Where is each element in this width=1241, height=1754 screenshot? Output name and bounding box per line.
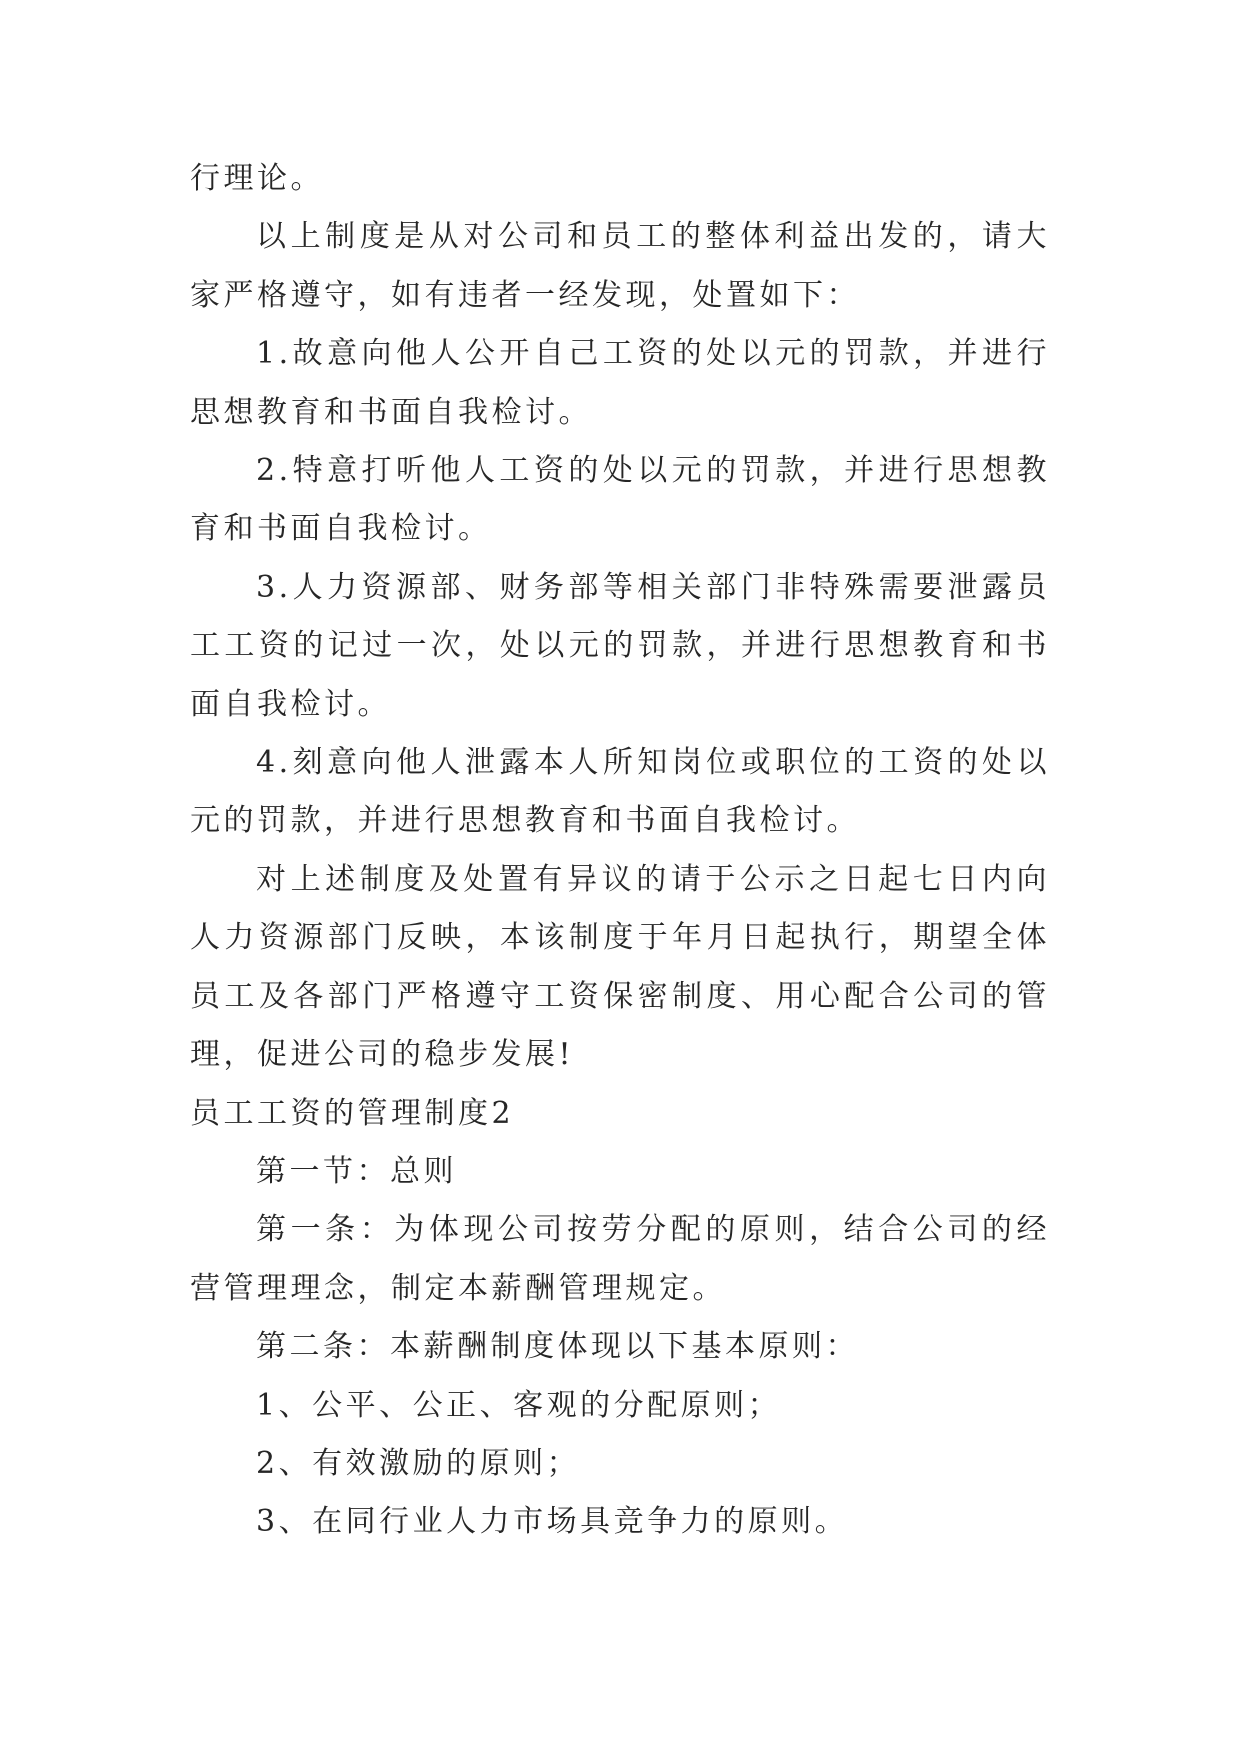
paragraph-item-1: 1.故意向他人公开自己工资的处以元的罚款，并进行思想教育和书面自我检讨。 <box>190 336 1050 430</box>
principle-3: 3、在同行业人力市场具竞争力的原则。 <box>256 1504 849 1540</box>
article-1: 第一条：为体现公司按劳分配的原则，结合公司的经营管理理念，制定本薪酬管理规定。 <box>190 1212 1050 1306</box>
paragraph-item-3: 3.人力资源部、财务部等相关部门非特殊需要泄露员工工资的记过一次，处以元的罚款，并进行思想教育和书面自我检讨。 <box>190 569 1050 722</box>
paragraph-item-2: 2.特意打听他人工资的处以元的罚款，并进行思想教育和书面自我检讨。 <box>190 453 1050 547</box>
subsection-heading: 第一节：总则 <box>256 1153 457 1189</box>
paragraph-continuation: 行理论。 <box>190 161 324 196</box>
paragraph-objection: 对上述制度及处置有异议的请于公示之日起七日内向人力资源部门反映，本该制度于年月日起执行，期望全体员工及各部门严格遵守工资保密制度、用心配合公司的管理，促进公司的稳步发展! <box>190 861 1050 1073</box>
principle-1: 1、公平、公正、客观的分配原则； <box>256 1387 782 1423</box>
paragraph-intro: 以上制度是从对公司和员工的整体利益出发的，请大家严格遵守，如有违者一经发现，处置如下： <box>190 219 1050 313</box>
paragraph-item-4: 4.刻意向他人泄露本人所知岗位或职位的工资的处以元的罚款，并进行思想教育和书面自我检讨。 <box>190 745 1050 839</box>
article-2: 第二条：本薪酬制度体现以下基本原则： <box>256 1329 859 1365</box>
section-heading: 员工工资的管理制度2 <box>190 1095 515 1131</box>
principle-2: 2、有效激励的原则； <box>256 1445 581 1481</box>
document-body <box>190 150 1050 1552</box>
